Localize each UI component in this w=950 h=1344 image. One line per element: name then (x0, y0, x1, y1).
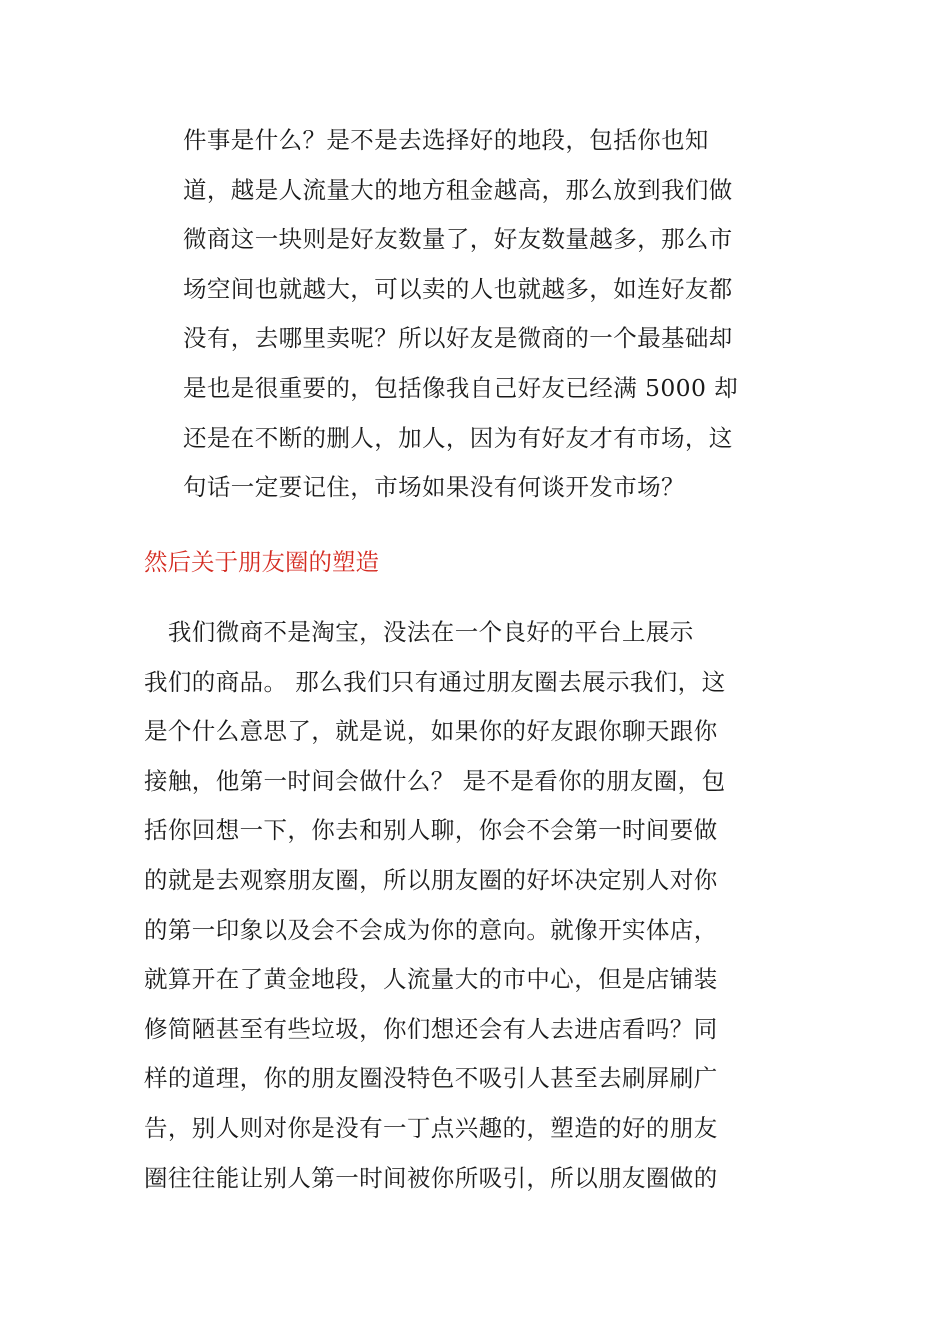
paragraph-moments (144, 608, 784, 1203)
paragraph-line: 的第一印象以及会不会成为你的意向。就像开实体店， (144, 915, 718, 944)
paragraph-line: 道，越是人流量大的地方租金越高，那么放到我们做 (183, 175, 733, 204)
paragraph-line: 微商这一块则是好友数量了，好友数量越多，那么市 (183, 225, 733, 254)
section-heading: 然后关于朋友圈的塑造 (144, 548, 379, 576)
paragraph-line: 就算开在了黄金地段，人流量大的市中心，但是店铺装 (144, 965, 718, 994)
paragraph-line: 是个什么意思了，就是说，如果你的好友跟你聊天跟你 (144, 717, 718, 746)
paragraph-line: 圈往往能让别人第一时间被你所吸引，所以朋友圈做的 (144, 1163, 718, 1192)
paragraph-line: 句话一定要记住，市场如果没有何谈开发市场？ (183, 473, 685, 502)
paragraph-line: 样的道理，你的朋友圈没特色不吸引人甚至去刷屏刷广 (144, 1064, 718, 1093)
paragraph-line: 告，别人则对你是没有一丁点兴趣的，塑造的好的朋友 (144, 1113, 718, 1142)
paragraph-line: 我们微商不是淘宝，没法在一个良好的平台上展示 (144, 618, 694, 646)
paragraph-line: 还是在不断的删人，加人，因为有好友才有市场，这 (183, 423, 733, 452)
paragraph-line: 修简陋甚至有些垃圾，你们想还会有人去进店看吗？同 (144, 1014, 718, 1043)
paragraph-line: 的就是去观察朋友圈，所以朋友圈的好坏决定别人对你 (144, 865, 718, 894)
paragraph-line: 是也是很重要的，包括像我自己好友已经满 5000 却 (183, 373, 739, 402)
paragraph-line: 件事是什么？是不是去选择好的地段，包括你也知 (183, 126, 709, 154)
paragraph-line: 场空间也就越大，可以卖的人也就越多，如连好友都 (183, 274, 733, 303)
paragraph-continued (183, 116, 783, 513)
paragraph-line: 没有，去哪里卖呢？所以好友是微商的一个最基础却 (183, 324, 733, 353)
paragraph-line: 我们的商品。 那么我们只有通过朋友圈去展示我们，这 (144, 667, 726, 696)
paragraph-line: 接触，他第一时间会做什么？ 是不是看你的朋友圈，包 (144, 766, 726, 795)
paragraph-line: 括你回想一下，你去和别人聊，你会不会第一时间要做 (144, 816, 718, 845)
